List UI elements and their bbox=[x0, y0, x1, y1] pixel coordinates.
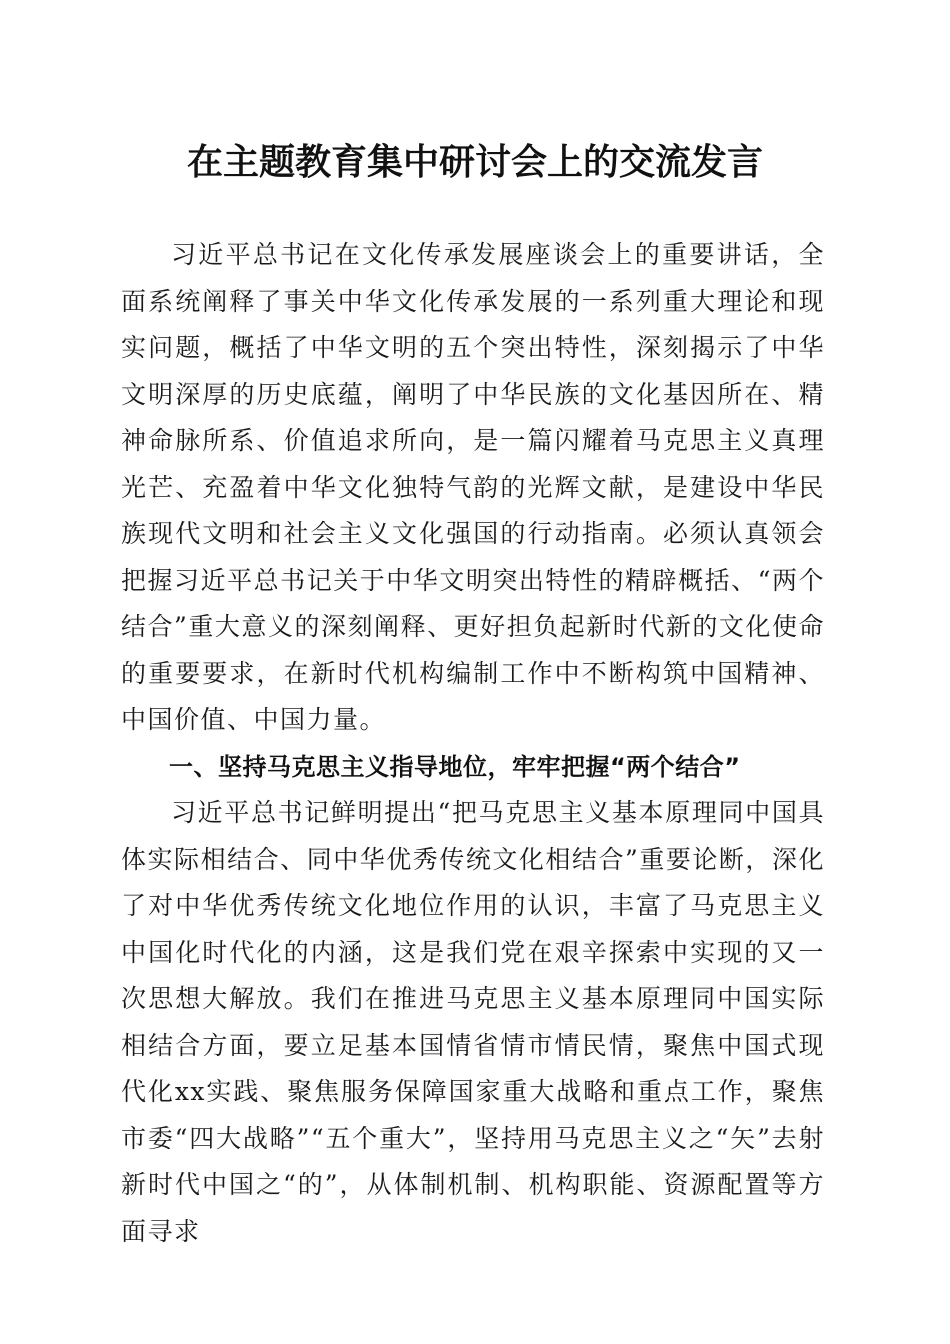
section-paragraph: 习近平总书记鲜明提出“把马克思主义基本原理同中国具体实际相结合、同中华优秀传统文化相结合”重要论断，深化了对中华优秀传统文化地位作用的认识，丰富了马克思主义中国化时代化的内涵，这是我们党在艰辛探索中实现的又一次思想大解放。我们在推进马克思主义基本原理同中国实际相结合方面，要立足基本国情省情市情民情，聚焦中国式现代化xx实践、聚焦服务保障国家重大战略和重点工作，聚焦市委“四大战略”“五个重大”，坚持用马克思主义之“矢”去射新时代中国之“的”，从体制机制、机构职能、资源配置等方面寻求 bbox=[121, 798, 825, 1246]
document-title: 在主题教育集中研讨会上的交流发言 bbox=[186, 141, 763, 183]
intro-paragraph: 习近平总书记在文化传承发展座谈会上的重要讲话，全面系统阐释了事关中华文化传承发展的一系列重大理论和现实问题，概括了中华文明的五个突出特性，深刻揭示了中华文明深厚的历史底蕴，阐明了中华民族的文化基因所在、精神命脉所系、价值追求所向，是一篇闪耀着马克思主义真理光芒、充盈着中华文化独特气韵的光辉文献，是建设中华民族现代文明和社会主义文化强国的行动指南。必须认真领会把握习近平总书记关于中华文明突出特性的精辟概括、“两个结合”重大意义的深刻阐释、更好担负起新时代新的文化使命的重要要求，在新时代机构编制工作中不断构筑中国精神、中国价值、中国力量。 bbox=[121, 240, 825, 734]
section-heading: 一、坚持马克思主义指导地位，牢牢把握“两个结合” bbox=[169, 752, 741, 781]
document-body bbox=[121, 232, 825, 1255]
